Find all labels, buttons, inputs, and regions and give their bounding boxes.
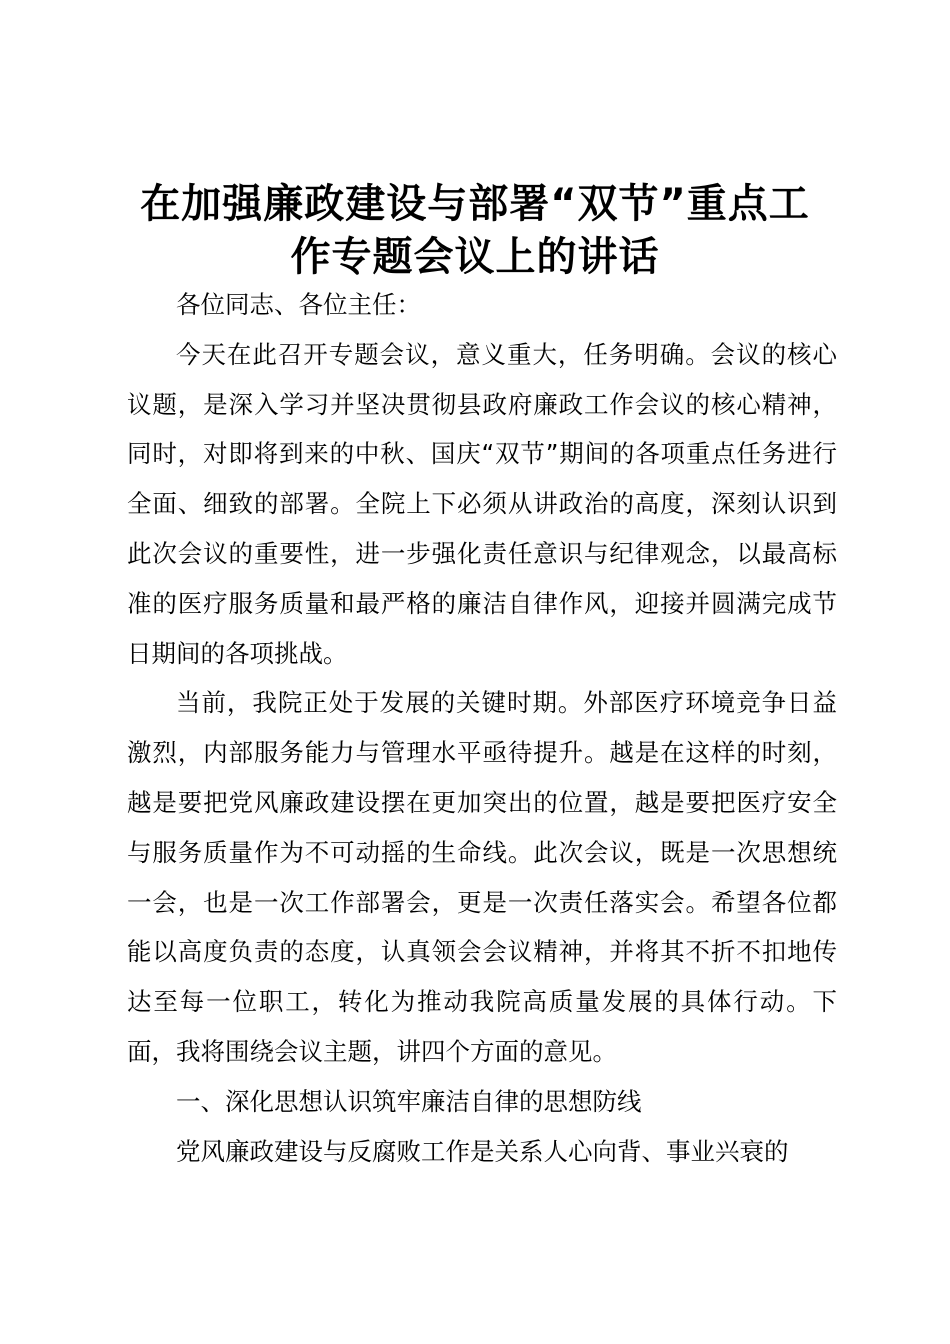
document-title [110, 178, 840, 284]
paragraph-3: 党风廉政建设与反腐败工作是关系人心向背、事业兴衰的 [176, 1136, 789, 1166]
document-body [127, 280, 837, 1176]
title-line-1: 在加强廉政建设与部署“双节”重点工 [140, 181, 810, 227]
paragraph-1: 今天在此召开专题会议，意义重大，任务明确。会议的核心议题，是深入学习并坚决贯彻县政府廉政工作会议的核心精神，同时，对即将到来的中秋、国庆“双节”期间的各项重点任务进行全面、细致的部署。全院上下必须从讲政治的高度，深刻认识到此次会议的重要性，进一步强化责任意识与纪律观念，以最高标准的医疗服务质量和最严格的廉洁自律作风，迎接并圆满完成节日期间的各项挑战。 [127, 339, 837, 668]
paragraph-2: 当前，我院正处于发展的关键时期。外部医疗环境竞争日益激烈，内部服务能力与管理水平亟待提升。越是在这样的时刻，越是要把党风廉政建设摆在更加突出的位置，越是要把医疗安全与服务质量作为不可动摇的生命线。此次会议，既是一次思想统一会，也是一次工作部署会，更是一次责任落实会。希望各位都能以高度负责的态度，认真领会会议精神，并将其不折不扣地传达至每一位职工，转化为推动我院高质量发展的具体行动。下面，我将围绕会议主题，讲四个方面的意见。 [127, 688, 837, 1066]
section-heading-1: 一、深化思想认识筑牢廉洁自律的思想防线 [176, 1086, 642, 1116]
salutation: 各位同志、各位主任： [176, 290, 421, 319]
title-line-2: 作专题会议上的讲话 [290, 234, 660, 280]
